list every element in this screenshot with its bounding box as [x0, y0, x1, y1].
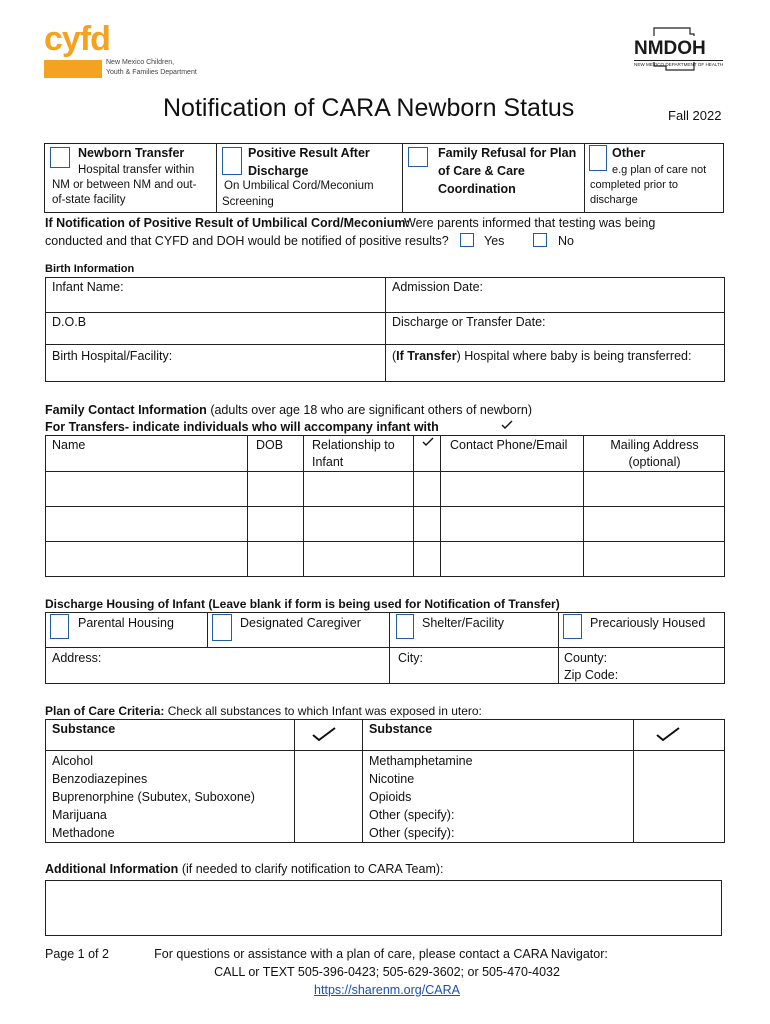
transfer-hospital-field[interactable]: (If Transfer) Hospital where baby is being transferred: [392, 349, 692, 363]
parental-housing-label: Parental Housing [78, 616, 174, 630]
other-status-desc-3: discharge [590, 194, 638, 206]
cyfd-logo: cyfd [44, 20, 110, 58]
page-number: Page 1 of 2 [45, 947, 109, 961]
col-relationship: Relationship to [312, 438, 395, 452]
infant-name-field[interactable]: Infant Name: [52, 280, 124, 294]
additional-info-field[interactable] [45, 880, 722, 936]
substance-header-left: Substance [52, 722, 116, 736]
col-contact: Contact Phone/Email [450, 438, 568, 452]
shelter-facility-checkbox[interactable] [396, 614, 414, 639]
city-field[interactable]: City: [398, 651, 423, 665]
footer-line-1: For questions or assistance with a plan of care, please contact a CARA Navigator: [154, 947, 608, 961]
substance-check-header-left-icon [311, 726, 337, 742]
cyfd-logo-bar [44, 60, 102, 78]
substance-methamphetamine: Methamphetamine [369, 754, 473, 768]
family-contact-note: (adults over age 18 who are significant others of newborn) [210, 403, 533, 417]
substance-opioids: Opioids [369, 790, 412, 804]
no-label: No [558, 234, 574, 248]
other-status-checkbox[interactable] [589, 145, 607, 171]
newborn-transfer-desc: Hospital transfer within [78, 164, 195, 176]
substance-methadone: Methadone [52, 826, 115, 840]
zip-field[interactable]: Zip Code: [564, 668, 619, 682]
positive-result-title-2: Discharge [248, 164, 309, 178]
nmdoh-subtitle: NEW MEXICO DEPARTMENT OF HEALTH [634, 62, 724, 67]
dob-field[interactable]: D.O.B [52, 315, 87, 329]
cyfd-subtitle-2: Youth & Families Department [106, 69, 197, 76]
positive-result-checkbox[interactable] [222, 147, 242, 175]
cyfd-subtitle-1: New Mexico Children, [106, 59, 175, 66]
newborn-transfer-title: Newborn Transfer [78, 146, 185, 160]
other-status-title: Other [612, 146, 646, 160]
additional-info-note: (if needed to clarify notification to CARA Team): [181, 862, 444, 876]
family-refusal-checkbox[interactable] [408, 147, 428, 167]
substance-check-header-right-icon [655, 726, 681, 742]
discharge-housing-heading: Discharge Housing of Infant (Leave blank if form is being used for Notification of Transfer) [45, 597, 560, 611]
substance-alcohol: Alcohol [52, 754, 93, 768]
family-contact-heading: Family Contact Information [45, 403, 207, 417]
footer-line-2: CALL or TEXT 505-396-0423; 505-629-3602; or 505-470-4032 [214, 965, 560, 979]
positive-result-desc-2: Screening [222, 196, 274, 208]
plan-of-care-heading-line [45, 703, 482, 719]
family-contact-heading-line [45, 402, 532, 419]
parents-informed-yes-checkbox[interactable] [460, 233, 474, 247]
other-status-desc: e.g plan of care not [612, 164, 707, 176]
if-transfer-rest: ) Hospital where baby is being transferred: [456, 349, 692, 363]
positive-result-desc: On Umbilical Cord/Meconium [224, 180, 374, 192]
other-status-desc-2: completed prior to [590, 179, 679, 191]
birth-hospital-field[interactable]: Birth Hospital/Facility: [52, 349, 173, 363]
page-title: Notification of CARA Newborn Status [163, 94, 575, 122]
substance-benzodiazepines: Benzodiazepines [52, 772, 148, 786]
precariously-housed-checkbox[interactable] [563, 614, 582, 639]
substance-other-2[interactable]: Other (specify): [369, 826, 455, 840]
additional-info-heading-line [45, 861, 444, 878]
col-mailing-2: (optional) [628, 455, 681, 469]
substance-header-right: Substance [369, 722, 433, 736]
checkmark-icon [501, 420, 513, 430]
admission-date-field[interactable]: Admission Date: [392, 280, 484, 294]
col-name: Name [52, 438, 86, 452]
positive-result-question-1: Were parents informed that testing was being [404, 216, 656, 230]
positive-result-title: Positive Result After [248, 146, 370, 160]
county-field[interactable]: County: [564, 651, 608, 665]
substance-buprenorphine: Buprenorphine (Subutex, Suboxone) [52, 790, 255, 804]
newborn-transfer-desc-2: NM or between NM and out- [52, 179, 197, 191]
address-field[interactable]: Address: [52, 651, 102, 665]
substance-nicotine: Nicotine [369, 772, 415, 786]
col-checkmark-icon [422, 437, 434, 447]
col-mailing: Mailing Address [610, 438, 699, 452]
substance-marijuana: Marijuana [52, 808, 107, 822]
newborn-transfer-desc-3: of-state facility [52, 194, 126, 206]
discharge-date-field[interactable]: Discharge or Transfer Date: [392, 315, 546, 329]
col-dob: DOB [256, 438, 284, 452]
designated-caregiver-label: Designated Caregiver [240, 616, 361, 630]
address-table [45, 648, 725, 684]
additional-info-heading: Additional Information [45, 862, 179, 876]
plan-of-care-heading: Plan of Care Criteria: [45, 704, 165, 718]
shelter-facility-label: Shelter/Facility [422, 616, 504, 630]
if-transfer-bold: If Transfer [396, 349, 457, 363]
col-relationship-2: Infant [312, 455, 344, 469]
parental-housing-checkbox[interactable] [50, 614, 69, 639]
substance-other-1[interactable]: Other (specify): [369, 808, 455, 822]
family-refusal-title: Family Refusal for Plan [438, 146, 577, 160]
positive-result-label: If Notification of Positive Result of Umbilical Cord/Meconium: [45, 216, 410, 230]
birth-info-heading: Birth Information [45, 263, 135, 275]
designated-caregiver-checkbox[interactable] [212, 614, 232, 641]
nmdoh-logo: NMDOH [632, 36, 708, 62]
season-label: Fall 2022 [668, 108, 722, 123]
parents-informed-no-checkbox[interactable] [533, 233, 547, 247]
transfer-note: For Transfers- indicate individuals who will accompany infant with [45, 420, 439, 434]
yes-label: Yes [484, 234, 505, 248]
family-refusal-title-3: Coordination [438, 182, 516, 196]
precariously-housed-label: Precariously Housed [590, 616, 706, 630]
plan-of-care-note: Check all substances to which Infant was exposed in utero: [167, 704, 482, 718]
positive-result-question-2: conducted and that CYFD and DOH would be notified of positive results? [45, 234, 449, 248]
family-refusal-title-2: of Care & Care [438, 164, 525, 178]
newborn-transfer-checkbox[interactable] [50, 147, 70, 168]
footer-link[interactable]: https://sharenm.org/CARA [314, 983, 460, 997]
